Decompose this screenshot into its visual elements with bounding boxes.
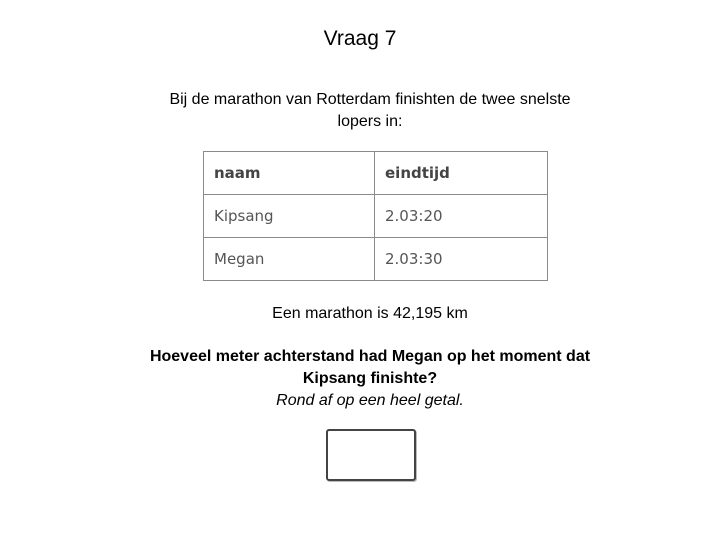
rounding-hint: Rond af op een heel getal. [276,392,464,409]
column-header-eindtijd: eindtijd [375,152,548,195]
marathon-distance-fact: Een marathon is 42,195 km [272,305,468,322]
results-table [203,151,548,281]
cell-finish-time: 2.03:30 [375,238,548,281]
answer-box[interactable] [326,429,416,481]
intro-text: Bij de marathon van Rotterdam finishten de twee snelste lopers in: [169,91,571,130]
question-block [140,346,600,412]
table-header-row [204,152,548,195]
results-table-container [203,151,547,279]
question-title: Vraag 7 [323,27,397,50]
cell-name: Megan [204,238,375,281]
question-text: Hoeveel meter achterstand had Megan op het moment dat Kipsang finishte? [149,348,591,387]
cell-name: Kipsang [204,195,375,238]
table-row [204,238,548,281]
table-row [204,195,548,238]
column-header-naam: naam [204,152,375,195]
cell-finish-time: 2.03:20 [375,195,548,238]
